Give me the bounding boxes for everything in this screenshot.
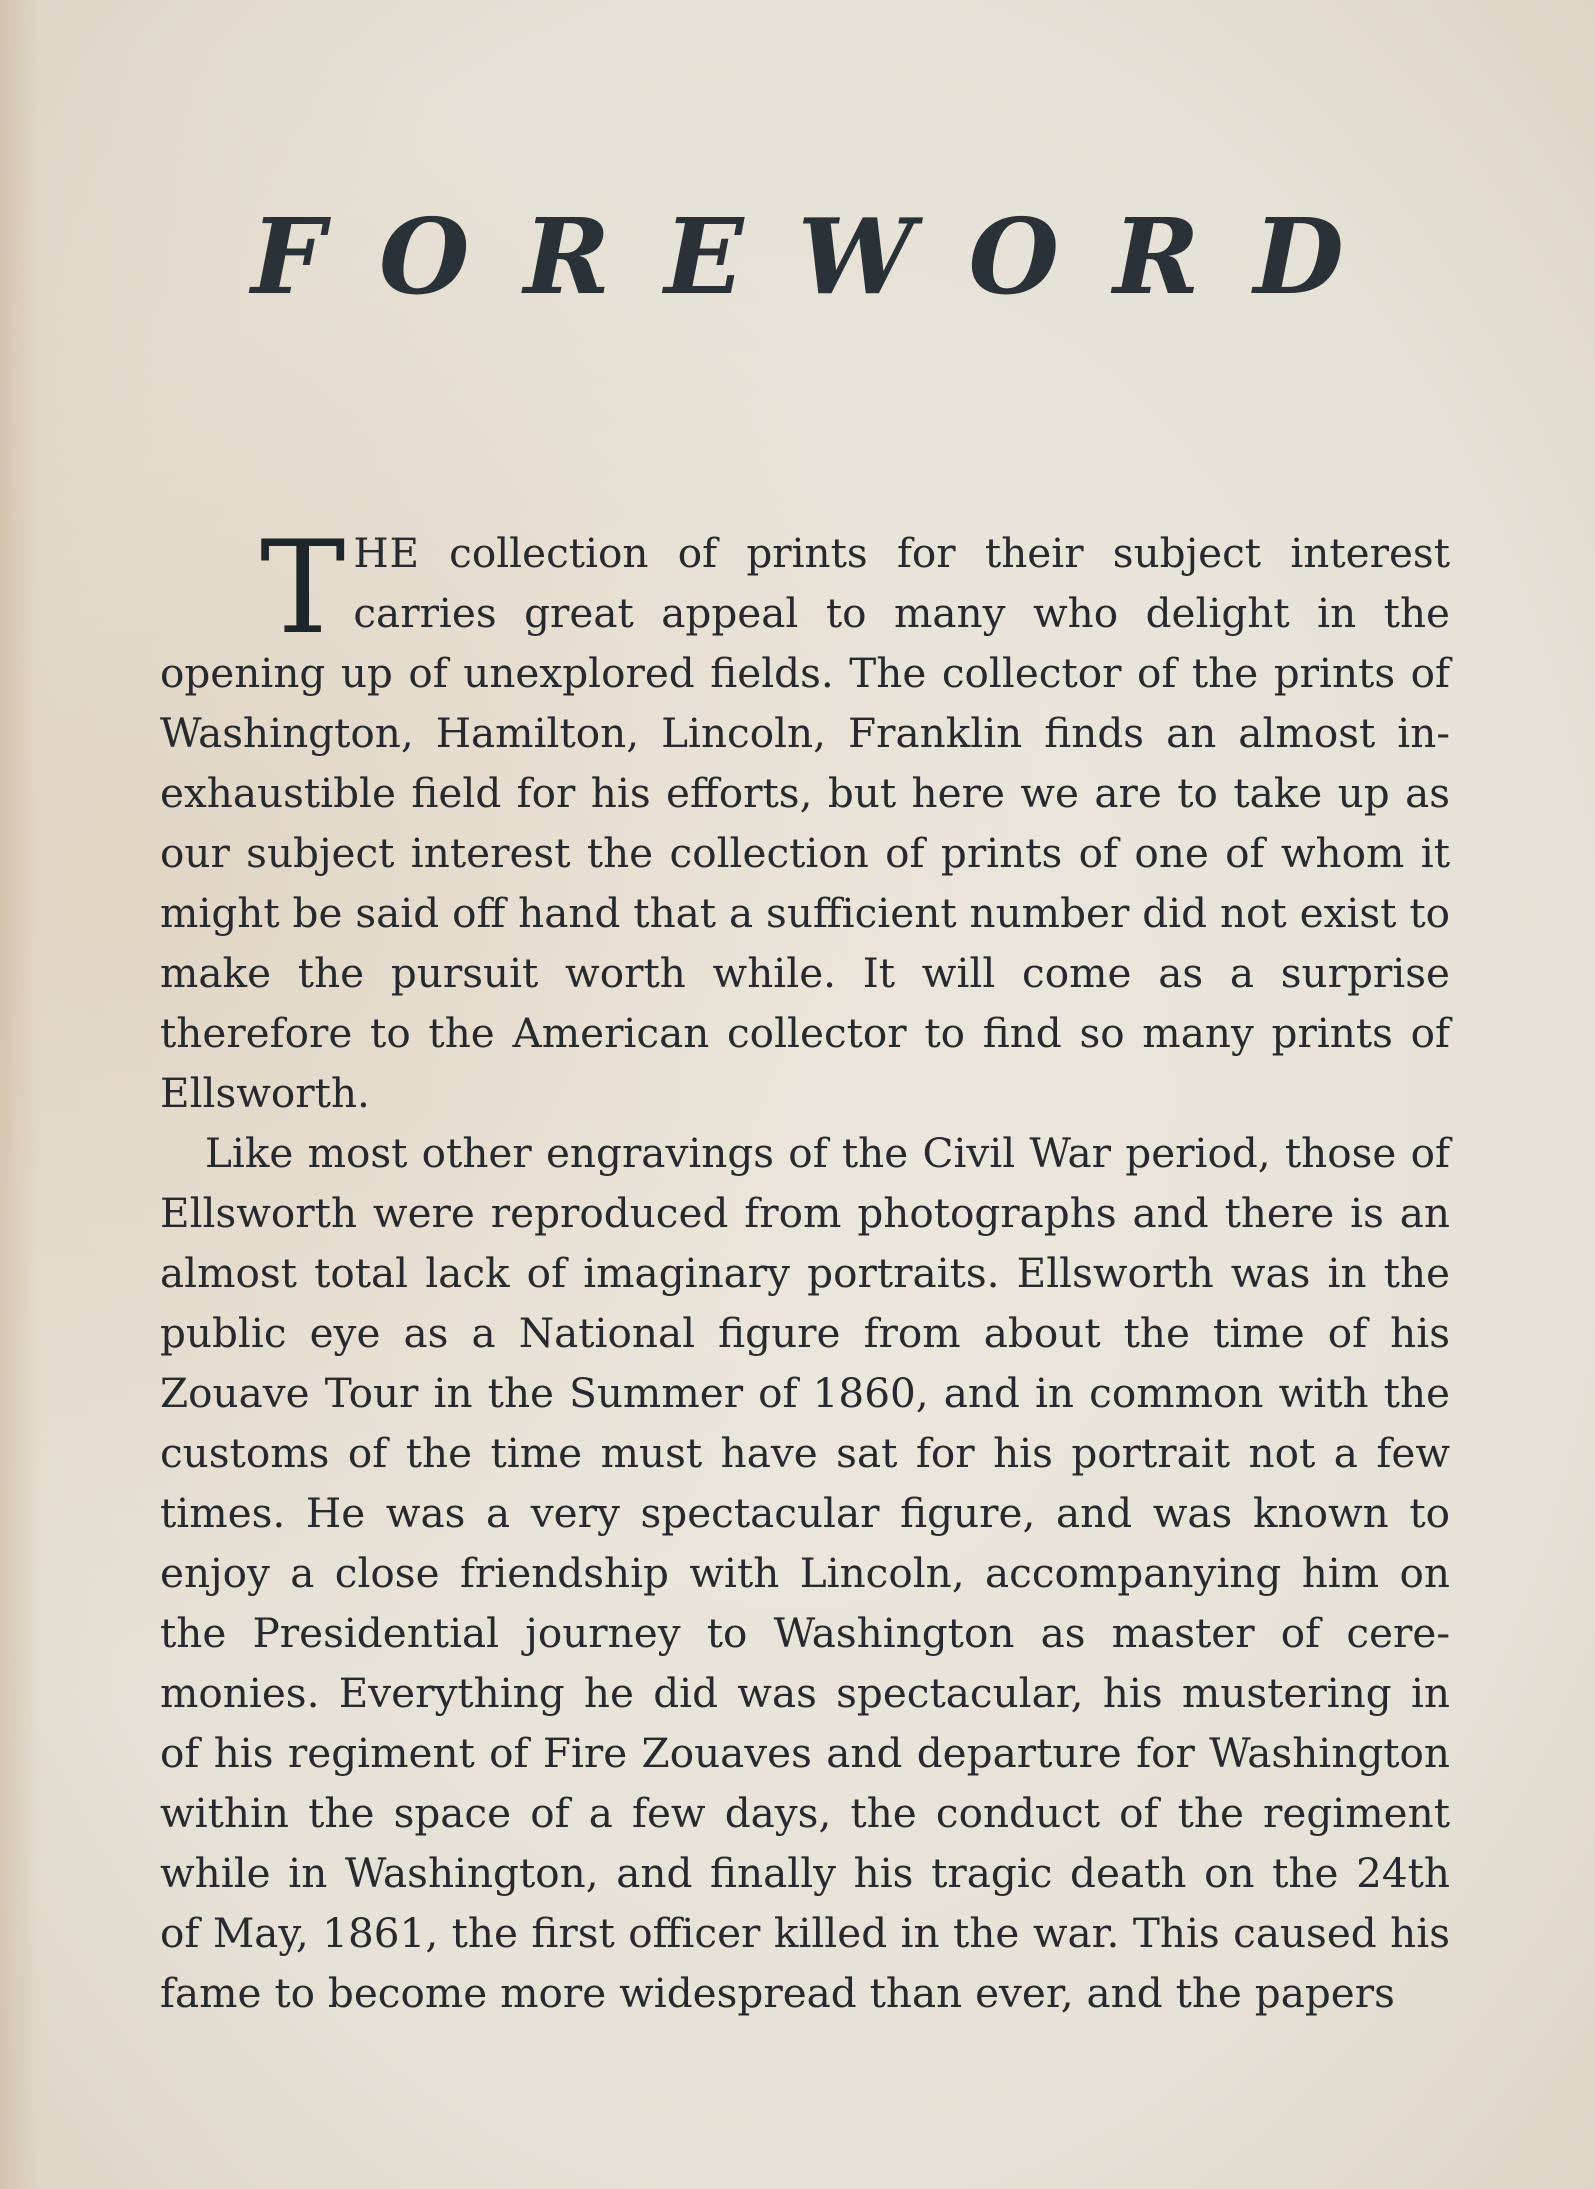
paragraph-1 (160, 514, 1450, 1123)
paragraph-2: Like most other engravings of the Civil War period, those of Ellsworth were reproduced from photographs and there is an almost total lack of imaginary portraits. Ellsworth was in the public eye as a National figure from about the time of his Zouave Tour in the Summer of 1860, and in common with the customs of the time must have sat for his portrait not a few times. He was a very spectacular figure, and was known to enjoy a close friendship with Lincoln, accompanying him on the Presidential journey to Washington as master of ceremonies. Everything he did was spectacular, his mustering in of his regiment of Fire Zouaves and departure for Washington within the space of a few days, the conduct of the regiment while in Washington, and finally his tragic death on the 24th of May, 1861, the first officer killed in the war. This caused his fame to become more widespread than ever, and the papers (160, 1129, 1450, 2017)
body-text (160, 514, 1450, 2023)
page-title: FOREWORD (251, 195, 1398, 318)
drop-cap: T (260, 514, 346, 663)
paragraph-1-text: collection of prints for their subject interest carries great appeal to many who delight in the opening up of unexplored fields. The collector of the prints of Washington, Hamilton, Lincoln, Franklin finds an almost inexhaustible field for his efforts, but here we are to take up as our subject interest the collection of prints of one of whom it might be said off hand that a sufficient number did not exist to make the pursuit worth while. It will come as a surprise therefore to the American collector to find so many prints of Ellsworth. (160, 529, 1450, 1117)
paragraph-1-lead: HE (353, 529, 420, 577)
page-gutter-shadow (0, 0, 40, 2189)
